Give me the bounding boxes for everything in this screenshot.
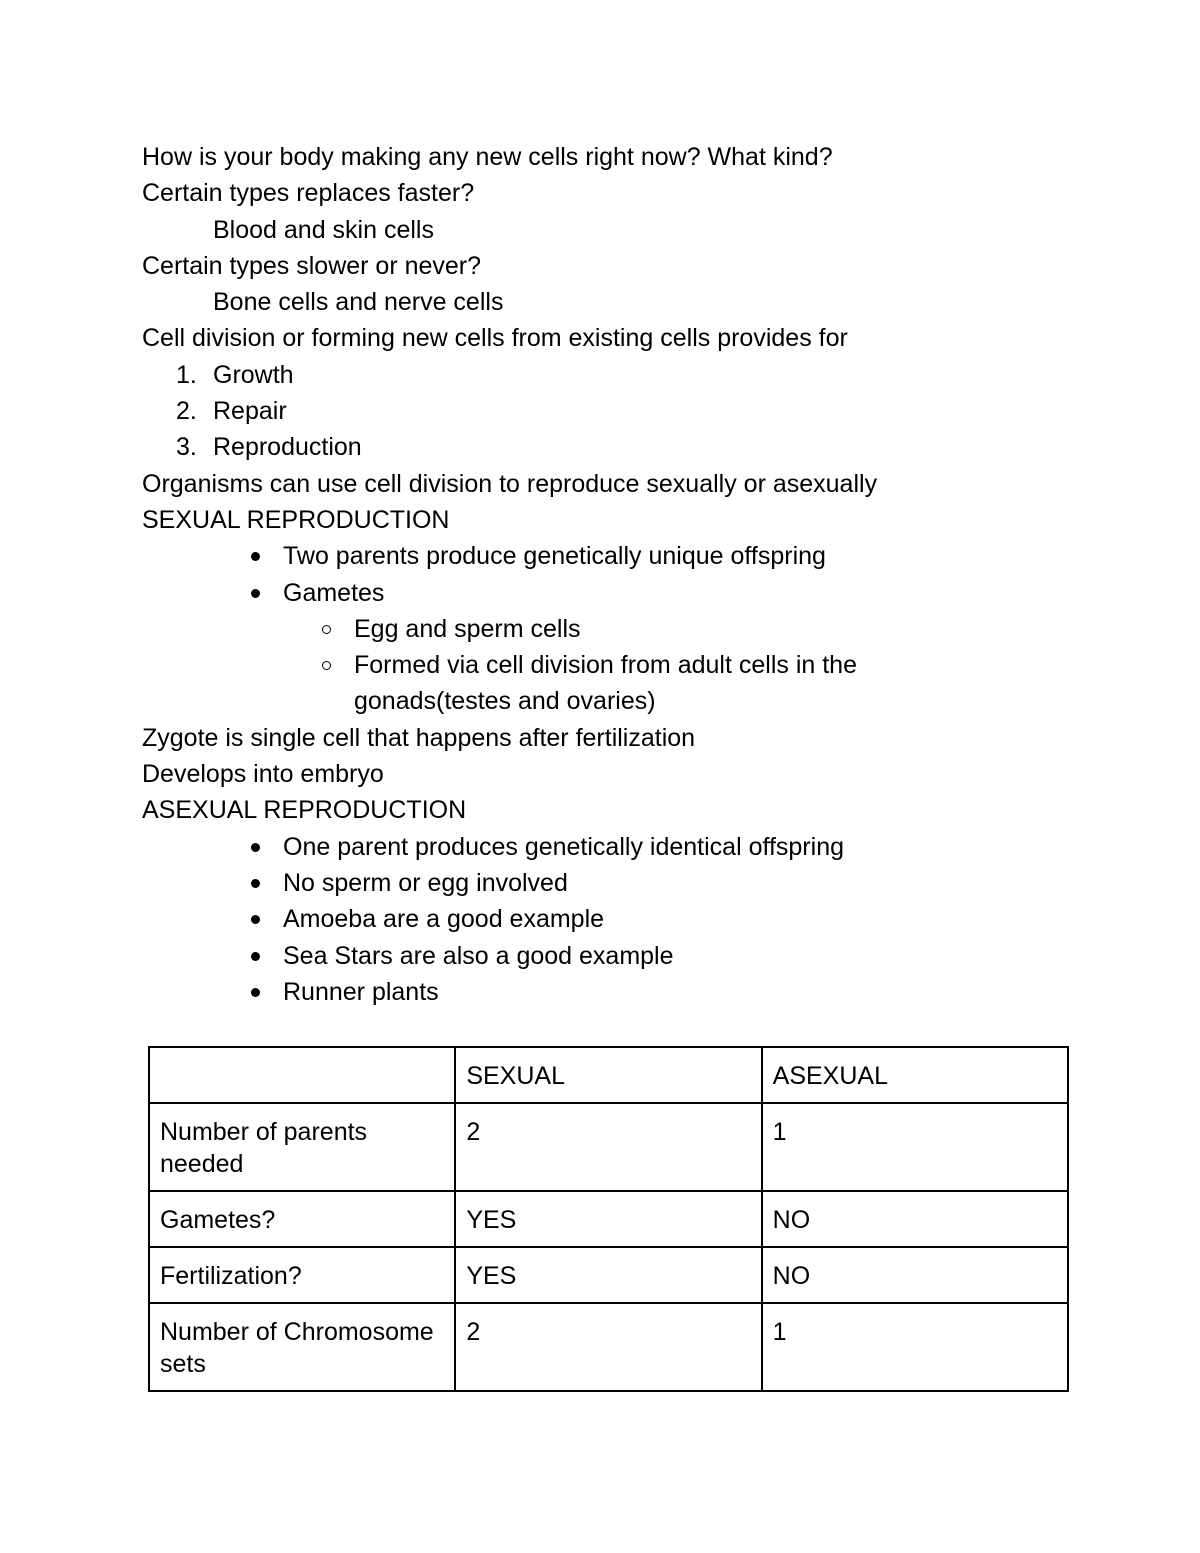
table-row xyxy=(149,1247,1068,1303)
bullet-item xyxy=(142,974,1082,1010)
item-text: Growth xyxy=(213,360,294,389)
asexual-heading: ASEXUAL REPRODUCTION xyxy=(142,796,467,825)
bullet-dot-icon xyxy=(251,879,260,888)
sexual-heading: SEXUAL REPRODUCTION xyxy=(142,505,450,534)
division-intro: Cell division or forming new cells from existing cells provides for xyxy=(142,324,848,353)
bullet-dot-icon xyxy=(251,843,260,852)
bullet-text: Runner plants xyxy=(283,977,439,1006)
table-cell: NO xyxy=(762,1247,1068,1303)
table-row-label: Number of parents needed xyxy=(149,1103,455,1191)
table-row-label: Fertilization? xyxy=(149,1247,455,1303)
embryo-statement: Develops into embryo xyxy=(142,760,384,789)
bullet-dot-icon xyxy=(251,988,260,997)
table-header-cell: SEXUAL xyxy=(455,1047,761,1103)
bullet-item xyxy=(142,829,1082,865)
table-header-row xyxy=(149,1047,1068,1103)
bullet-text: Gametes xyxy=(283,578,385,607)
table-header-cell: ASEXUAL xyxy=(762,1047,1068,1103)
table-cell: 2 xyxy=(455,1303,761,1391)
sub-bullet-text: Egg and sperm cells xyxy=(354,614,581,643)
notes-body xyxy=(142,139,1082,1010)
bullet-dot-icon xyxy=(251,952,260,961)
table-header-cell xyxy=(149,1047,455,1103)
organisms-statement: Organisms can use cell division to reproduce sexually or asexually xyxy=(142,469,878,498)
question-new-cells: How is your body making any new cells right now? What kind? xyxy=(142,143,833,171)
bullet-text: Two parents produce genetically unique offspring xyxy=(283,542,826,571)
bullet-text: One parent produces genetically identical offspring xyxy=(283,832,844,861)
table-row xyxy=(149,1103,1068,1191)
table-row xyxy=(149,1303,1068,1391)
numbered-item xyxy=(142,357,1082,393)
answer-slower: Bone cells and nerve cells xyxy=(213,288,504,317)
answer-faster: Blood and skin cells xyxy=(213,215,434,244)
table-cell: NO xyxy=(762,1191,1068,1247)
table-cell: YES xyxy=(455,1191,761,1247)
numbered-item xyxy=(142,429,1082,465)
table-cell: 1 xyxy=(762,1103,1068,1191)
item-text: Repair xyxy=(213,397,287,426)
bullet-text: No sperm or egg involved xyxy=(283,868,568,897)
table-row-label: Gametes? xyxy=(149,1191,455,1247)
bullet-circle-icon xyxy=(322,625,331,634)
bullet-text: Amoeba are a good example xyxy=(283,905,605,934)
bullet-dot-icon xyxy=(251,915,260,924)
table-cell: 1 xyxy=(762,1303,1068,1391)
sub-bullet-text: Formed via cell division from adult cells in the gonads(testes and ovaries) xyxy=(354,651,857,716)
question-slower: Certain types slower or never? xyxy=(142,251,482,280)
bullet-item xyxy=(142,938,1082,974)
sub-bullet-item xyxy=(142,647,1082,720)
bullet-text: Sea Stars are also a good example xyxy=(283,941,674,970)
table-row-label: Number of Chromosome sets xyxy=(149,1303,455,1391)
bullet-item xyxy=(142,865,1082,901)
item-number: 2. xyxy=(176,397,197,426)
bullet-dot-icon xyxy=(251,552,260,561)
comparison-table xyxy=(148,1046,1069,1392)
zygote-statement: Zygote is single cell that happens after fertilization xyxy=(142,723,696,752)
numbered-item xyxy=(142,393,1082,429)
bullet-item xyxy=(142,575,1082,611)
bullet-dot-icon xyxy=(251,589,260,598)
table-row xyxy=(149,1191,1068,1247)
item-text: Reproduction xyxy=(213,433,362,462)
item-number: 3. xyxy=(176,433,197,462)
bullet-item xyxy=(142,538,1082,574)
item-number: 1. xyxy=(176,360,197,389)
table-cell: YES xyxy=(455,1247,761,1303)
bullet-circle-icon xyxy=(322,661,331,670)
question-faster: Certain types replaces faster? xyxy=(142,179,475,208)
table-cell: 2 xyxy=(455,1103,761,1191)
sub-bullet-item xyxy=(142,611,1082,647)
bullet-item xyxy=(142,901,1082,937)
